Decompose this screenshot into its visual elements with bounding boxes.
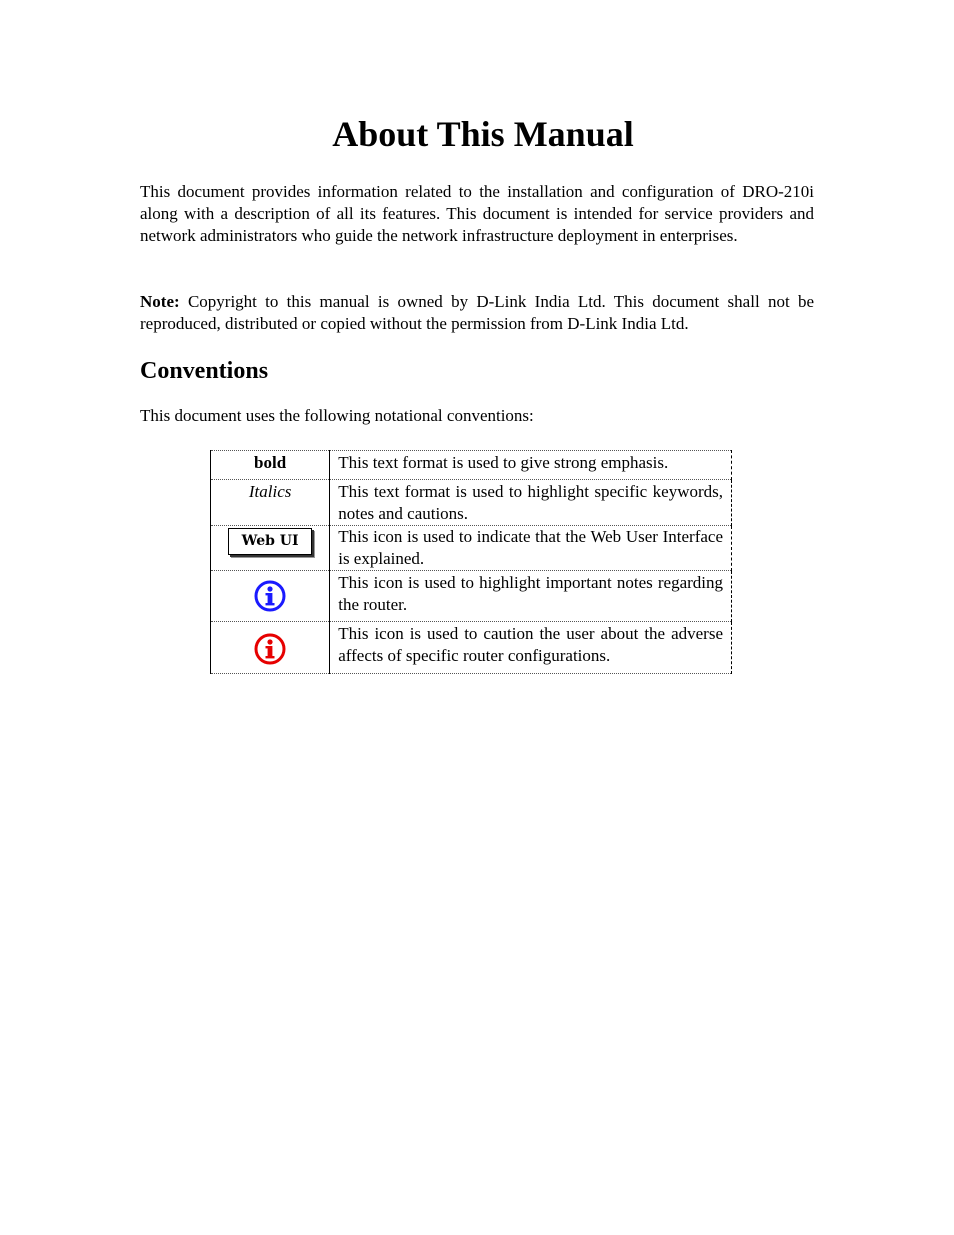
table-row (211, 571, 732, 622)
table-row (211, 480, 732, 526)
convention-key-cell (211, 451, 330, 480)
note-text: Copyright to this manual is owned by D-Link India Ltd. This document shall not be reproduced, distributed or copied without the permission from D-Link India Ltd. (140, 292, 814, 333)
caution-icon (254, 633, 286, 671)
convention-description: This icon is used to indicate that the Web User Interface is explained. (330, 526, 732, 571)
conventions-table (210, 450, 732, 674)
convention-description: This text format is used to give strong emphasis. (330, 451, 732, 480)
convention-description: This text format is used to highlight specific keywords, notes and cautions. (330, 480, 732, 526)
table-row (211, 526, 732, 571)
conventions-heading: Conventions (140, 358, 269, 384)
table-row (211, 451, 732, 480)
convention-key-cell (211, 571, 330, 622)
note-label: Note: (140, 292, 180, 311)
page-title: About This Manual (332, 114, 634, 154)
convention-key-cell (211, 480, 330, 526)
web-ui-icon: Web UI (228, 528, 312, 555)
conventions-lead: This document uses the following notational conventions: (140, 406, 534, 425)
table-row (211, 622, 732, 674)
convention-key-cell (211, 622, 330, 674)
intro-paragraph: This document provides information related to the installation and configuration of DRO-210i along with a description of all its features. This document is intended for service providers and network administrators who guide the network infrastructure deployment in enterprises. (140, 182, 814, 245)
convention-description: This icon is used to caution the user about the adverse affects of specific router configurations. (330, 622, 732, 674)
bold-example: bold (254, 453, 287, 472)
convention-description: This icon is used to highlight important notes regarding the router. (330, 571, 732, 622)
convention-key-cell (211, 526, 330, 571)
copyright-note (140, 291, 814, 335)
italics-example: Italics (248, 482, 292, 501)
info-icon (254, 580, 286, 618)
